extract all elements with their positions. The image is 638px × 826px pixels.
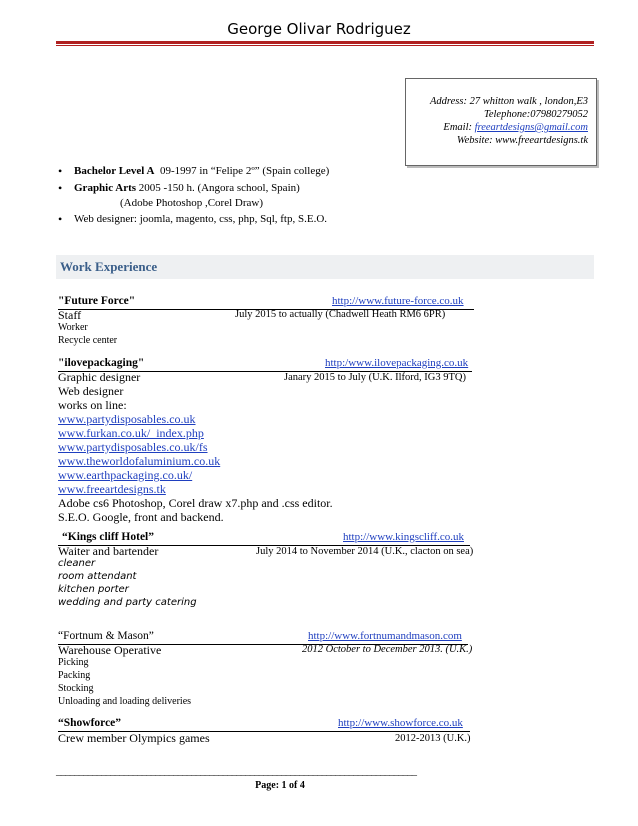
job-detail: room attendant [58,571,137,582]
education-item [58,212,328,226]
job-date: 2012-2013 (U.K.) [395,733,471,744]
email-label: Email: [443,122,475,133]
job-role: Warehouse Operative [58,643,162,657]
job-note: S.E.O. Google, front and backend. [58,510,224,524]
portfolio-link[interactable]: www.furkan.co.uk/_index.php [58,426,204,440]
job-detail: Worker [58,322,88,333]
job-detail: Picking [58,657,89,668]
page-number: Page: 1 of 4 [255,780,305,791]
company-url[interactable]: http://www.showforce.co.uk [338,717,463,729]
email-link[interactable]: freeartdesigns@gmail.com [474,122,588,133]
company-name: "ilovepackaging" [58,357,145,369]
job-detail: Packing [58,670,91,681]
portfolio-link[interactable]: www.partydisposables.co.uk/fs [58,440,208,454]
education-subdetail: (Adobe Photoshop ,Corel Draw) [120,197,263,209]
education-detail: 2005 -150 h. (Angora school, Spain) [138,182,300,194]
job-detail: Recycle center [58,335,118,346]
job-role: Staff [58,308,82,322]
education-item [58,164,330,178]
footer-rule: ________________________________________________________________________________ [56,765,416,777]
education-title: Bachelor Level A [74,165,155,177]
header-divider-thin [56,45,594,46]
job-detail: kitchen porter [58,584,129,595]
job-detail: cleaner [58,558,96,569]
job-date: 2012 October to December 2013. (U.K.) [302,644,473,655]
education-item [58,181,300,195]
page-header-name: George Olivar Rodriguez [227,20,411,38]
education-detail: 09-1997 in “Felipe 2º” (Spain college) [159,165,330,177]
company-name: "Future Force" [58,295,136,307]
portfolio-link[interactable]: www.partydisposables.co.uk [58,412,196,426]
portfolio-link[interactable]: www.freeartdesigns.tk [58,482,166,496]
job-detail: Web designer [58,384,124,398]
email-line [406,121,596,134]
education-title: Web designer: [74,213,137,225]
company-name: “Fortnum & Mason” [58,630,154,642]
website-text: Website: www.freeartdesigns.tk [456,135,588,146]
job-role: Graphic designer [58,370,141,384]
address-text: Address: 27 whitton walk , london,E3 [430,96,588,107]
contact-box [405,78,597,166]
job-date: Janary 2015 to July (U.K. Ilford, IG3 9TQ) [284,372,466,383]
company-name: “Kings cliff Hotel” [62,531,154,543]
job-detail: Stocking [58,683,94,694]
portfolio-link[interactable]: www.earthpackaging.co.uk/ [58,468,193,482]
telephone-text: Telephone:07980279052 [483,109,588,120]
job-detail: Unloading and loading deliveries [58,696,192,707]
job-detail: works on line: [58,398,127,412]
job-note: Adobe cs6 Photoshop, Corel draw x7.php and .css editor. [58,496,333,510]
company-url[interactable]: http://www.fortnumandmason.com [308,630,462,642]
bullet-icon: • [58,212,63,226]
header-divider [56,41,594,44]
portfolio-link[interactable]: www.theworldofaluminium.co.uk [58,454,221,468]
bullet-icon: • [58,181,63,195]
company-url[interactable]: http://www.future-force.co.uk [332,295,464,307]
education-title: Graphic Arts [74,182,137,194]
job-role: Waiter and bartender [58,544,159,558]
company-name: “Showforce” [58,717,122,729]
company-url[interactable]: http:/www.ilovepackaging.co.uk [325,357,469,369]
job-date: July 2015 to actually (Chadwell Heath RM6 6PR) [235,309,446,320]
job-detail: wedding and party catering [58,597,197,608]
education-detail: joomla, magento, css, php, Sql, ftp, S.E.O. [139,213,328,225]
bullet-icon: • [58,164,63,178]
job-role: Crew member Olympics games [58,731,210,745]
job-date: July 2014 to November 2014 (U.K., clacton on sea) [256,546,474,557]
company-url[interactable]: http://www.kingscliff.co.uk [343,531,464,543]
section-work-experience: Work Experience [56,255,594,279]
